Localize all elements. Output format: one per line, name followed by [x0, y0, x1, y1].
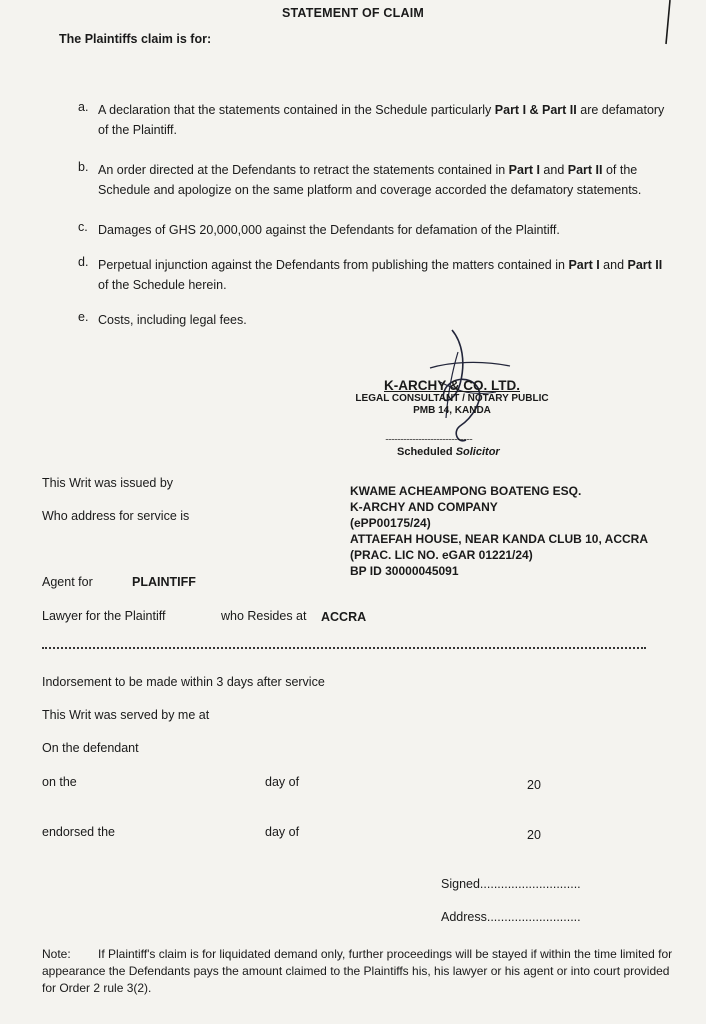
scheduled-solicitor-label: Scheduled Solicitor: [397, 446, 500, 458]
address-line: ATTAEFAH HOUSE, NEAR KANDA CLUB 10, ACCRA: [350, 532, 649, 546]
signature-dotted-line: ..........................................................: [385, 432, 473, 442]
claim-letter: e.: [78, 310, 89, 324]
firm-stamp: [352, 378, 552, 417]
address-line: (PRAC. LIC NO. eGAR 01221/24): [350, 548, 533, 562]
document-title: STATEMENT OF CLAIM: [281, 6, 424, 20]
claim-text: An order directed at the Defendants to retract the statements contained in Part I and Part II of the Schedule and apologize on the same platform and coverage accorded the defamatory statements.: [98, 163, 642, 197]
on-the-label: on the: [42, 775, 77, 789]
claim-letter: d.: [78, 255, 89, 269]
writ-address-label: Who address for service is: [42, 509, 190, 523]
claim-letter: a.: [78, 100, 89, 114]
stamp-line-2: PMB 14, KANDA: [413, 405, 491, 416]
day-of-label-2: day of: [265, 825, 300, 839]
address-line: BP ID 30000045091: [350, 564, 459, 578]
claim-text: Damages of GHS 20,000,000 against the Defendants for defamation of the Plaintiff.: [98, 223, 560, 237]
margin-mark-icon: [660, 0, 674, 46]
note-text: If Plaintiff's claim is for liquidated demand only, further proceedings will be stayed if within the time limited for appearance the Defendants pays the amount claimed to the Plaintiffs his, his lawyer or his agent or into court provided for Order 2 rule 3(2).: [42, 947, 673, 995]
endorsement-heading: Indorsement to be made within 3 days after service: [42, 675, 325, 689]
writ-issued-label: This Writ was issued by: [42, 476, 174, 490]
claim-intro: The Plaintiffs claim is for:: [59, 32, 212, 46]
year-label-1: 20: [527, 778, 541, 792]
on-defendant-label: On the defendant: [42, 741, 139, 755]
resides-value: ACCRA: [321, 610, 367, 624]
address-line: K-ARCHY AND COMPANY: [350, 500, 498, 514]
service-address-block: [350, 483, 648, 579]
dotted-separator: [42, 645, 646, 649]
stamp-firm-name: K-ARCHY & CO. LTD.: [384, 378, 520, 393]
claim-text: Costs, including legal fees.: [98, 313, 247, 327]
endorsed-the-label: endorsed the: [42, 825, 115, 839]
claim-letter: c.: [78, 220, 88, 234]
note-label: Note:: [42, 947, 71, 961]
year-label-2: 20: [527, 828, 541, 842]
claim-text: A declaration that the statements contained in the Schedule particularly Part I & Part II are defamatory of the Plaintiff.: [98, 103, 665, 137]
legal-note: [42, 946, 678, 997]
day-of-label-1: day of: [265, 775, 300, 789]
served-by-label: This Writ was served by me at: [42, 708, 210, 722]
agent-for-value: PLAINTIFF: [132, 575, 196, 589]
address-line-field: Address...........................: [441, 910, 581, 924]
address-line: (ePP00175/24): [350, 516, 431, 530]
agent-for-label: Agent for: [42, 575, 93, 589]
claim-text: Perpetual injunction against the Defendants from publishing the matters contained in Part I and Part II of the Schedule herein.: [98, 258, 663, 292]
stamp-line-1: LEGAL CONSULTANT / NOTARY PUBLIC: [355, 393, 549, 404]
address-line: KWAME ACHEAMPONG BOATENG ESQ.: [350, 484, 582, 498]
claim-letter: b.: [78, 160, 89, 174]
resides-label: who Resides at: [221, 609, 307, 623]
lawyer-label: Lawyer for the Plaintiff: [42, 609, 166, 623]
signed-line: Signed.............................: [441, 877, 581, 891]
